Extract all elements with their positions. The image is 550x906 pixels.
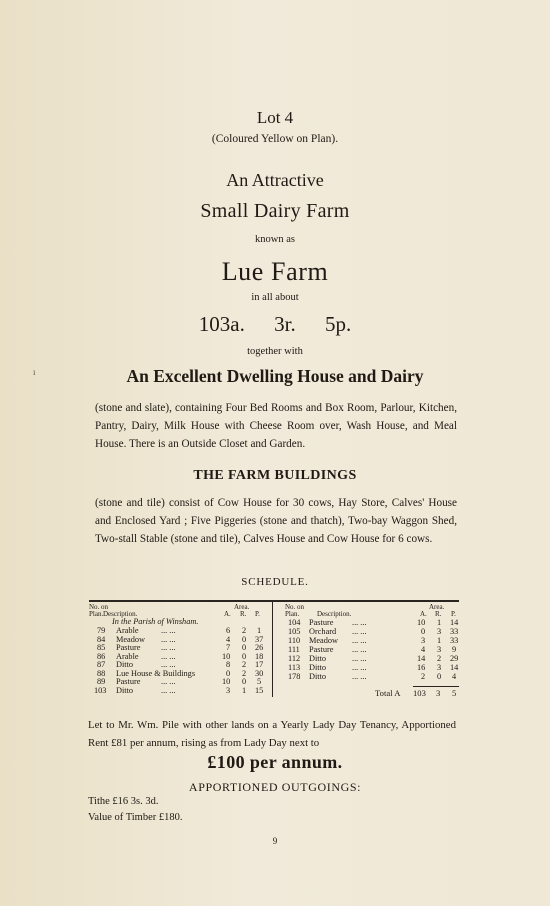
header-r: R. xyxy=(435,610,442,618)
margin-mark: ı xyxy=(33,367,36,377)
together-with-text: together with xyxy=(247,346,303,357)
outgoings-title: APPORTIONED OUTGOINGS: xyxy=(188,780,362,794)
heading-dairy-farm: Small Dairy Farm xyxy=(200,200,350,222)
page-number: 9 xyxy=(272,836,278,846)
header-area: Area. xyxy=(234,603,250,611)
farm-buildings-description: (stone and tile) consist of Cow House for 30 cows, Hay Store, Calves' House and Enclosed Yard ; Five Piggeries (stone and thatch), Two-bay Waggon Shed, Two-stall Stable (stone and tile), Calves House and Cow House for 6 cows. xyxy=(95,497,457,545)
header-description: Description. xyxy=(317,610,352,618)
acreage: 103a. 3r. 5p. xyxy=(198,312,352,336)
header-plan: Plan. xyxy=(89,610,104,618)
header-no-on: No. on xyxy=(89,603,109,611)
header-p: P. xyxy=(255,610,260,618)
parish-label: In the Parish of Winsham. xyxy=(112,617,199,626)
lot-note: (Coloured Yellow on Plan). xyxy=(211,133,339,145)
header-area: Area. xyxy=(429,603,445,611)
house-description: (stone and slate), containing Four Bed Rooms and Box Room, Parlour, Kitchen, Pantry, Dairy, Milk House with Cheese Room over, Wash House, and Meal House. There is an Outside Closet and Garden. xyxy=(95,402,457,450)
header-r: R. xyxy=(240,610,247,618)
header-a: A. xyxy=(420,610,427,618)
schedule-top-rule xyxy=(89,600,459,602)
in-all-about-text: in all about xyxy=(251,292,299,303)
farm-name: Lue Farm xyxy=(221,257,329,286)
known-as-text: known as xyxy=(255,234,295,245)
rent-price: £100 per annum. xyxy=(207,752,343,772)
total-rule xyxy=(413,686,459,687)
header-plan: Plan. xyxy=(285,610,300,618)
farm-buildings-title: THE FARM BUILDINGS xyxy=(193,468,357,483)
schedule-column-divider xyxy=(272,602,273,697)
tithe-line: Tithe £16 3s. 3d. xyxy=(88,796,159,807)
schedule-title: SCHEDULE. xyxy=(241,576,309,588)
document-page: ı Lot 4 (Coloured Yellow on Plan). An Attractive Small Dairy Farm known as Lue Farm in all about 103a. 3r. 5p. together with An Excellent Dwelling House and Dairy (stone and slate), containing Four Bed Rooms and Box Room, Parlour, Kitchen, Pantry, Dairy, Milk House with Cheese Room over, Wash House, and Meal House. There is an Outside Closet and Garden. THE FARM BUILDINGS (stone and tile) consist of Cow House for 30 cows, Hay Store, Calves' House and Enclosed Yard ; Five Piggeries (stone and thatch), Two-bay Waggon Shed, Two-stall Stable (stone and tile), Calves House and Cow House for 6 cows. SCHEDULE. No. on Area. Plan. Description. A. R. P. In the Parish of Winsham. 79 Arable ... ... 6 2 1 84 Meadow ... ... 4 0 37 85 Pasture ... ... 7 0 26 86 Arable ... ... 10 0 18 87 Ditto ... ... 8 2 17 88 Lue House & Buildings 0 2 30 89 Pasture ... ... 10 0 5 103 Ditto ... ... 3 1 15 No. on Area. Plan. Description. A. R. P. 104 Pasture ... ... 10 1 14 105 Orchard ... ... 0 3 33 110 Meadow ... ... 3 1 33 111 Pasture ... ... 4 3 9 112 Ditto ... ... 14 2 29 113 Ditto ... ... 16 3 14 178 Ditto ... ... 2 0 4 Total A 103 3 5 Let to Mr. Wm. Pile with other lands on a Yearly Lady Day Tenancy, Apportioned Rent £81 per annum, rising as from Lady Day next to £100 per annum. APPORTIONED OUTGOINGS: Tithe £16 3s. 3d. Value of Timber £180. 9 xyxy=(0,0,550,906)
timber-line: Value of Timber £180. xyxy=(88,812,183,823)
header-no-on: No. on xyxy=(285,603,305,611)
heading-attractive: An Attractive xyxy=(226,170,324,190)
header-p: P. xyxy=(451,610,456,618)
header-description: Description. xyxy=(103,610,138,618)
tenancy-text: Let to Mr. Wm. Pile with other lands on a Yearly Lady Day Tenancy, Apportioned Rent £81 per annum, rising as from Lady Day next to xyxy=(88,719,456,749)
heading-dwelling-house: An Excellent Dwelling House and Dairy xyxy=(126,366,424,386)
lot-title: Lot 4 xyxy=(256,108,294,127)
header-a: A. xyxy=(224,610,231,618)
total-label: Total A xyxy=(375,688,401,698)
